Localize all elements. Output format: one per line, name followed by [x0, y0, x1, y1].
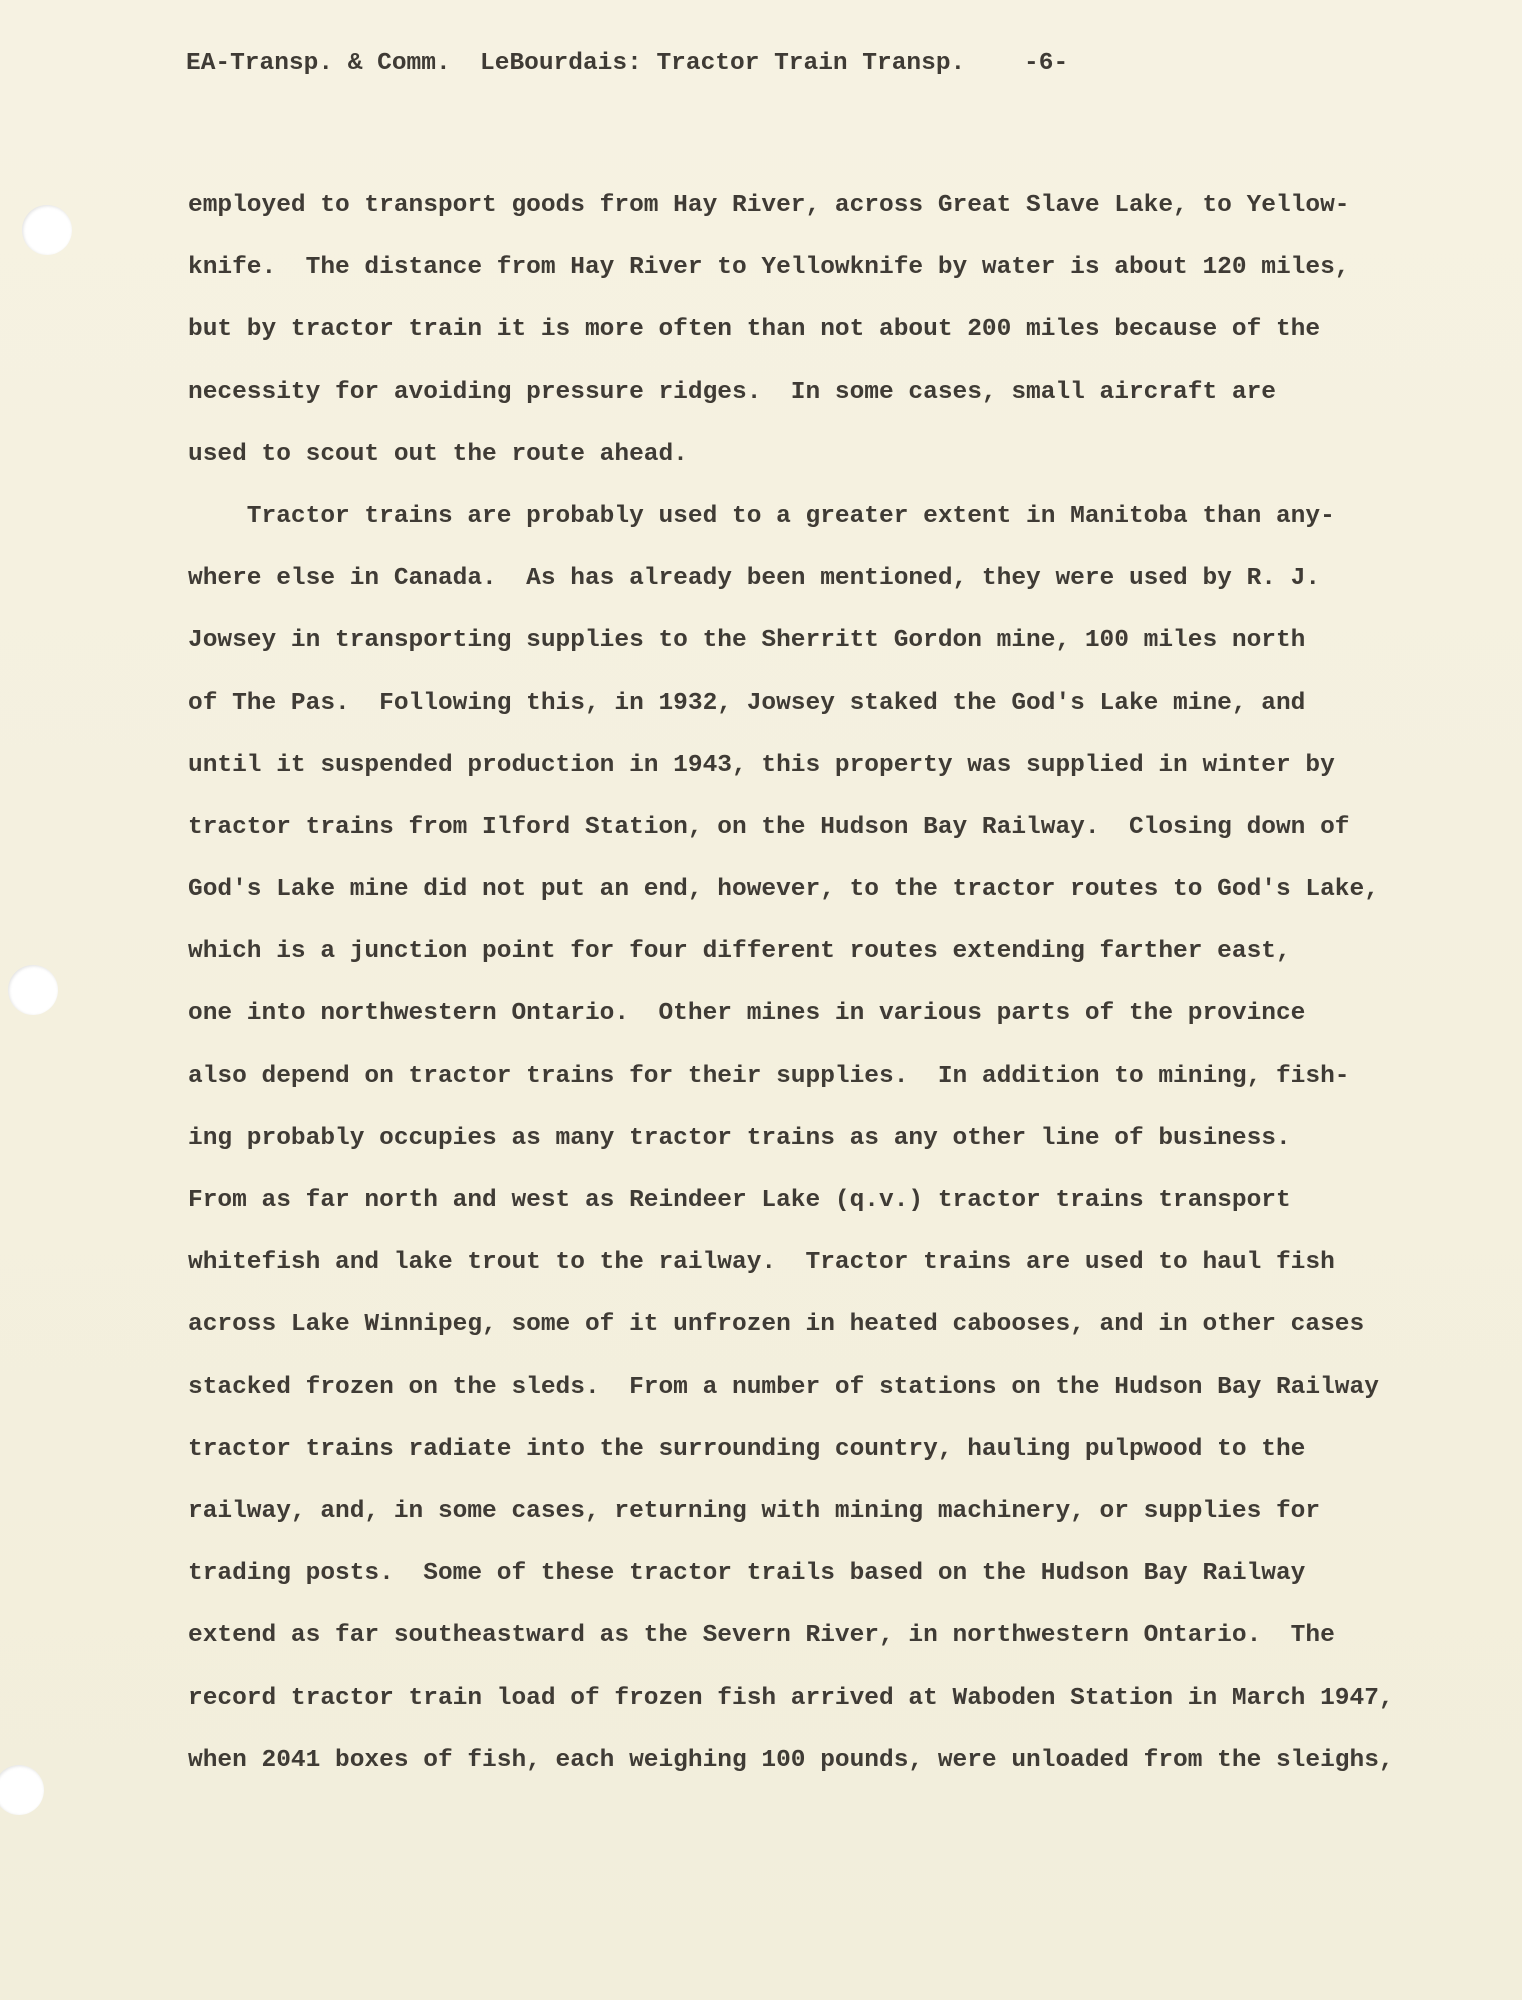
punch-hole-bottom [0, 1765, 44, 1815]
text-line: knife. The distance from Hay River to Yellowknife by water is about 120 miles, [188, 254, 1350, 282]
text-line: also depend on tractor trains for their supplies. In addition to mining, fish- [188, 1062, 1350, 1090]
text-line: ing probably occupies as many tractor trains as any other line of business. [188, 1124, 1291, 1152]
text-line: which is a junction point for four different routes extending farther east, [188, 938, 1291, 966]
text-line: whitefish and lake trout to the railway. Tractor trains are used to haul fish [188, 1249, 1335, 1277]
page-header: EA-Transp. & Comm. LeBourdais: Tractor Train Transp. -6- [186, 50, 1069, 77]
text-line: extend as far southeastward as the Severn River, in northwestern Ontario. The [188, 1622, 1335, 1650]
text-line: necessity for avoiding pressure ridges. In some cases, small aircraft are [188, 378, 1276, 406]
text-line: where else in Canada. As has already been mentioned, they were used by R. J. [188, 565, 1321, 593]
text-line: one into northwestern Ontario. Other mines in various parts of the province [188, 1000, 1306, 1028]
text-line: until it suspended production in 1943, this property was supplied in winter by [188, 751, 1335, 779]
punch-hole-middle [8, 965, 58, 1015]
text-line: tractor trains radiate into the surrounding country, hauling pulpwood to the [188, 1435, 1306, 1463]
text-line: but by tractor train it is more often than not about 200 miles because of the [188, 316, 1321, 344]
punch-hole-top [22, 205, 72, 255]
text-line: Jowsey in transporting supplies to the Sherritt Gordon mine, 100 miles north [188, 627, 1306, 655]
text-line: of The Pas. Following this, in 1932, Jowsey staked the God's Lake mine, and [188, 689, 1306, 717]
text-line: tractor trains from Ilford Station, on the Hudson Bay Railway. Closing down of [188, 813, 1350, 841]
text-line: record tractor train load of frozen fish arrived at Waboden Station in March 1947, [188, 1684, 1394, 1712]
text-line: stacked frozen on the sleds. From a number of stations on the Hudson Bay Railway [188, 1373, 1379, 1401]
text-line: used to scout out the route ahead. [188, 440, 688, 468]
text-line: employed to transport goods from Hay River, across Great Slave Lake, to Yellow- [188, 192, 1350, 219]
text-line: trading posts. Some of these tractor trails based on the Hudson Bay Railway [188, 1560, 1306, 1588]
text-line: railway, and, in some cases, returning with mining machinery, or supplies for [188, 1497, 1321, 1525]
body-text [188, 175, 1448, 1792]
text-line: God's Lake mine did not put an end, however, to the tractor routes to God's Lake, [188, 876, 1379, 904]
text-line: when 2041 boxes of fish, each weighing 100 pounds, were unloaded from the sleighs, [188, 1746, 1394, 1774]
text-line: From as far north and west as Reindeer Lake (q.v.) tractor trains transport [188, 1187, 1291, 1214]
text-line: Tractor trains are probably used to a greater extent in Manitoba than any- [188, 502, 1335, 530]
text-line: across Lake Winnipeg, some of it unfrozen in heated cabooses, and in other cases [188, 1311, 1365, 1339]
